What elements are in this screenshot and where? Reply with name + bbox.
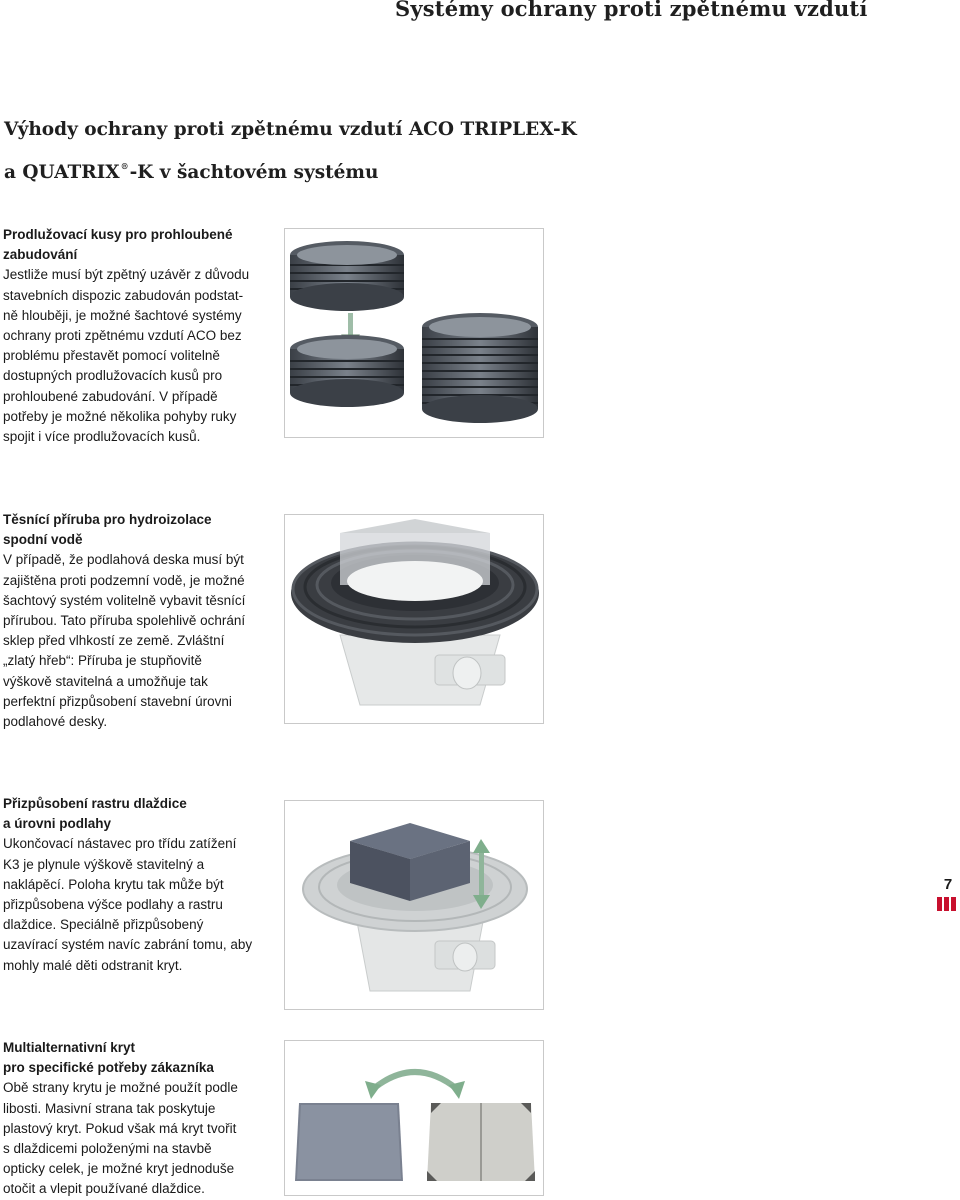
section-heading-line: Těsnící příruba pro hydroizolace — [3, 512, 212, 527]
adjustable-cover-illustration — [284, 800, 544, 1010]
section-heading-line: a úrovni podlahy — [3, 816, 112, 832]
section-body-line: opticky celek, je možné kryt jednoduše — [3, 1161, 235, 1177]
page-header-title: Systémy ochrany proti zpětnému vzdutí — [395, 0, 868, 21]
section-body-line: šachtový systém volitelně vybavit těsnící — [3, 592, 246, 608]
reversible-cover-illustration — [284, 1040, 544, 1196]
section-extension-pieces — [3, 225, 265, 447]
section-multialternative-cover — [3, 1038, 265, 1200]
section-body-line: ochrany proti zpětnému vzdutí ACO bez — [3, 328, 242, 344]
section-body-line: Jestliže musí být zpětný uzávěr z důvodu — [3, 267, 250, 283]
section-body-line: prohloubené zabudování. V případě — [3, 388, 218, 404]
main-title-pre: a QUATRIX — [4, 162, 120, 183]
adjustable-cover-icon — [285, 801, 543, 1009]
section-body-line: přizpůsobena výšce podlahy a rastru — [3, 897, 223, 913]
section-body-line: přírubou. Tato příruba spolehlivě ochrání — [3, 613, 246, 629]
section-body-line: výškově stavitelná a umožňuje tak — [3, 673, 208, 689]
section-heading-line: spodní vodě — [3, 532, 83, 548]
reversible-cover-icon — [285, 1041, 543, 1195]
section-body-line: V případě, že podlahová deska musí být — [3, 552, 244, 568]
section-body-line: K3 je plynule výškově stavitelný a — [3, 856, 205, 872]
section-heading-line: Prodlužovací kusy pro prohloubené — [3, 227, 233, 242]
section-body-line: dlaždice. Speciálně přizpůsobený — [3, 917, 204, 933]
section-body-line: Ukončovací nástavec pro třídu zatížení — [3, 836, 237, 852]
extension-rings-icon — [285, 229, 543, 437]
section-body-line: libosti. Masivní strana tak poskytuje — [3, 1100, 216, 1116]
extension-rings-illustration — [284, 228, 544, 438]
section-body-line: dostupných prodlužovacích kusů pro — [3, 368, 223, 384]
main-title-post: -K v šachtovém systému — [129, 162, 379, 183]
section-body-line: perfektní přizpůsobení stavební úrovni — [3, 693, 232, 709]
page-number: 7 — [943, 876, 953, 893]
section-body-line: spojit i více prodlužovacích kusů. — [3, 429, 201, 445]
section-body-line: uzavírací systém navíc zabrání tomu, aby — [3, 937, 253, 953]
section-heading-line: pro specifické potřeby zákazníka — [3, 1060, 214, 1076]
section-body-line: podlahové desky. — [3, 714, 108, 730]
section-body-line: potřeby je možné několika pohyby ruky — [3, 408, 237, 424]
section-body-line: Obě strany krytu je možné použít podle — [3, 1080, 238, 1096]
section-sealing-flange — [3, 510, 265, 732]
section-body-line: mohly malé děti odstranit kryt. — [3, 957, 183, 973]
main-title-line2 — [4, 161, 378, 183]
section-body-line: problému přestavět pomocí volitelně — [3, 348, 220, 364]
sealing-flange-icon — [285, 515, 543, 723]
section-body-line: ně hlouběji, je možné šachtové systémy — [3, 307, 242, 323]
page-marker-icon — [937, 897, 957, 916]
section-body-line: naklápěcí. Poloha krytu tak může být — [3, 876, 224, 892]
section-body-line: plastový kryt. Pokud však má kryt tvořit — [3, 1120, 237, 1136]
section-body-line: zajištěna proti podzemní vodě, je možné — [3, 572, 245, 588]
section-body-line: sklep před vlhkostí ze země. Zvláštní — [3, 633, 225, 649]
section-body-line: s dlaždicemi položenými na stavbě — [3, 1141, 212, 1157]
section-heading-line: Přizpůsobení rastru dlaždice — [3, 796, 187, 811]
section-body-line: stavebních dispozic zabudován podstat- — [3, 287, 244, 303]
sealing-flange-illustration — [284, 514, 544, 724]
section-body-line: „zlatý hřeb“: Příruba je stupňovitě — [3, 653, 202, 669]
section-heading-line: zabudování — [3, 247, 78, 263]
registered-mark: ® — [120, 161, 129, 171]
section-body-line: otočit a vlepit používané dlaždice. — [3, 1181, 205, 1197]
section-tile-grid-adjustment — [3, 794, 265, 976]
section-heading-line: Multialternativní kryt — [3, 1040, 136, 1055]
main-title-line1: Výhody ochrany proti zpětnému vzdutí ACO TRIPLEX-K — [4, 119, 577, 140]
